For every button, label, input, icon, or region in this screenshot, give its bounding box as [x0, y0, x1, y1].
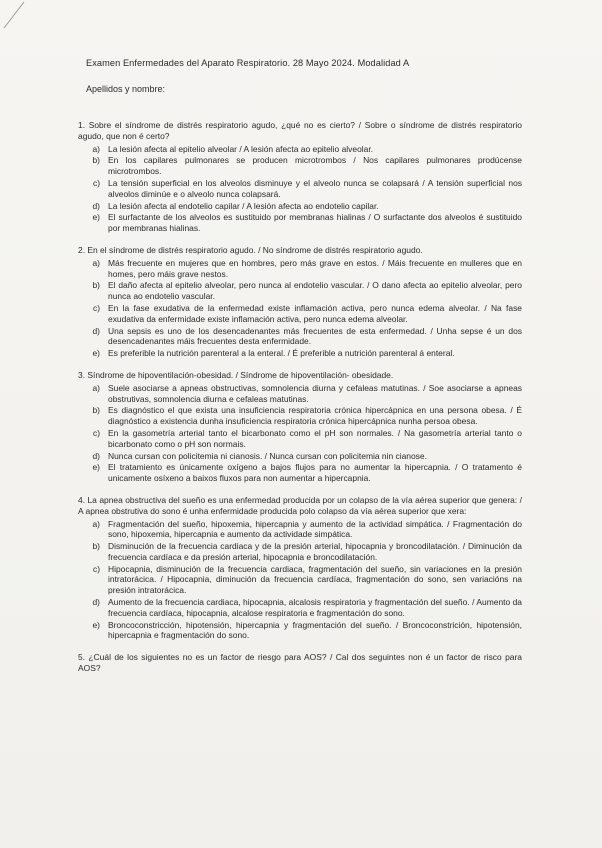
options-list	[78, 258, 522, 359]
option-b	[78, 155, 522, 177]
options-list	[78, 519, 522, 642]
option-text: El surfactante de los alveolos es sustituido por membranas hialinas / O surfactante dos alveolos é sustituido por membranas hialinas.	[108, 212, 522, 234]
question-4	[78, 495, 522, 641]
option-text: Más frecuente en mujeres que en hombres, pero más grave en estos. / Máis frecuente en mulleres que en homes, pero máis grave nestos.	[108, 257, 522, 279]
option-letter: e)	[92, 212, 100, 223]
name-field-label: Apellidos y nombre:	[86, 84, 166, 94]
option-letter: d)	[92, 325, 100, 336]
option-text: La tensión superficial en los alveolos disminuye y el alveolo nunca se colapsará / A tensión superficial nos alveolos diminúe e o alveolo nunca colapsará.	[108, 177, 522, 199]
option-a	[78, 258, 522, 280]
option-letter: d)	[92, 200, 100, 211]
option-letter: e)	[92, 348, 100, 359]
option-text: Nunca cursan con policitemia ni cianosis. / Nunca cursan con policitemia nin cianose.	[108, 450, 427, 461]
option-d	[78, 326, 522, 348]
question-1	[78, 120, 522, 234]
exam-title: Examen Enfermedades del Aparato Respiratorio. 28 Mayo 2024. Modalidad A	[86, 58, 410, 68]
option-letter: d)	[92, 450, 100, 461]
option-letter: e)	[92, 462, 100, 473]
question-3	[78, 370, 522, 484]
option-c	[78, 303, 522, 325]
question-text: 1. Sobre el síndrome de distrés respiratorio agudo, ¿qué no es cierto? / Sobre o síndrome de distrés respiratorio agudo, que non é certo?	[78, 120, 522, 141]
question-5	[78, 652, 522, 674]
option-letter: b)	[92, 541, 100, 552]
option-letter: a)	[92, 382, 100, 393]
option-text: En los capilares pulmonares se producen microtrombos / Nos capilares pulmonares prodúcense microtrombos.	[108, 155, 522, 177]
option-letter: a)	[92, 518, 100, 529]
option-text: El tratamiento es únicamente oxígeno a bajos flujos para no aumentar la hipercapnia. / O tratamento é unicamente osíxeno a baixos fluxos para non aumentar a hipercapnia.	[108, 462, 522, 484]
option-e	[78, 620, 522, 642]
option-letter: c)	[92, 563, 100, 574]
option-text: Fragmentación del sueño, hipoxemia, hipercapnia y aumento de la actividad simpática. / Fragmentación do sono, hipoxemia, hipercapnia e aumento da actividade simpática.	[108, 518, 522, 540]
option-letter: c)	[92, 302, 100, 313]
option-text: Es preferible la nutrición parenteral a la enteral. / É preferible a nutrición parenteral á enteral.	[108, 348, 455, 359]
options-list	[78, 144, 522, 234]
option-letter: d)	[92, 597, 100, 608]
question-2	[78, 245, 522, 359]
question-text: 3. Síndrome de hipoventilación-obesidad. / Síndrome de hipoventilación- obesidade.	[78, 369, 394, 380]
option-a	[78, 144, 522, 155]
option-d	[78, 451, 522, 462]
option-letter: c)	[92, 427, 100, 438]
option-letter: c)	[92, 177, 100, 188]
option-text: Es diagnóstico el que exista una insuficiencia respiratoria crónica hipercápnica en una persona obesa. / É diagnóstico a existencia dunha insuficiencia respiratoria crónica hipercápnica nunha persoa obesa.	[108, 405, 522, 427]
option-d	[78, 201, 522, 212]
option-text: Aumento de la frecuencia cardiaca, hipocapnia, alcalosis respiratoria y fragmentación del sueño. / Aumento da frecuencia cardíaca, hipocapnia, alcalose respiratoria e fragmentación do sono.	[108, 597, 522, 618]
corner-fold-mark	[0, 0, 40, 30]
question-text: 5. ¿Cuál de los siguientes no es un factor de riesgo para AOS? / Cal dos seguintes non é un factor de risco para AOS?	[78, 652, 522, 674]
option-text: En la gasometría arterial tanto el bicarbonato como el pH son normales. / Na gasometría arterial tanto o bicarbonato como o pH son normais.	[108, 427, 522, 449]
option-text: Disminución de la frecuencia cardiaca y de la presión arterial, hipocapnia y broncodilatación. / Diminución da frecuencia cardíaca e da presión arterial, hipocapnia e broncodilatación.	[108, 541, 522, 562]
option-letter: a)	[92, 257, 100, 268]
option-text: Hipocapnia, disminución de la frecuencia cardiaca, fragmentación del sueño, sin variaciones en la presión intratorácica. / Hipocapnia, diminución da frecuencia cardíaca, fragmentación do sono, sen variacións na presión intratorácica.	[108, 563, 522, 596]
option-letter: b)	[92, 155, 100, 166]
option-c	[78, 564, 522, 596]
option-text: La lesión afecta al epitelio alveolar / A lesión afecta ao epitelio alveolar.	[108, 143, 374, 154]
questions-list	[78, 120, 522, 685]
option-letter: a)	[92, 143, 100, 154]
option-text: Broncoconstricción, hipotensión, hipercapnia y fragmentación del sueño. / Broncoconstrición, hipotensión, hipercapnia e fragmentación do sono.	[108, 619, 522, 641]
option-text: En la fase exudativa de la enfermedad existe inflamación activa, pero nunca edema alveolar. / Na fase exudativa da enfermidade existe inflamación activa, pero nunca edema alveolar.	[108, 302, 522, 324]
options-list	[78, 383, 522, 484]
question-text: 4. La apnea obstructiva del sueño es una enfermedad producida por un colapso de la vía aérea superior que genera: / A apnea obstrutiva do sono é unha enfermidade producida polo colapso da vía aérea superior que xera:	[78, 494, 522, 516]
question-text: 2. En el síndrome de distrés respiratorio agudo. / No síndrome de distrés respiratorio agudo.	[78, 244, 423, 255]
option-letter: b)	[92, 280, 100, 291]
option-e	[78, 348, 522, 359]
option-a	[78, 383, 522, 405]
option-b	[78, 541, 522, 563]
option-c	[78, 178, 522, 200]
option-b	[78, 280, 522, 302]
option-text: Una sepsis es uno de los desencadenantes más frecuentes de esta enfermedad. / Unha sepse é un dos desencadenantes máis frecuentes desta enfermidade.	[108, 325, 522, 347]
option-c	[78, 428, 522, 450]
option-e	[78, 212, 522, 234]
option-text: Suele asociarse a apneas obstructivas, somnolencia diurna y cefaleas matutinas. / Soe asociarse a apneas obstrutivas, somnolencia diurna e cefaleas matutinas.	[108, 382, 522, 404]
option-d	[78, 597, 522, 619]
option-text: El daño afecta al epitelio alveolar, pero nunca al endotelio vascular. / O dano afecta ao epitelio alveolar, pero nunca ao endotelio vascular.	[108, 280, 522, 302]
option-text: La lesión afecta al endotelio capilar / A lesión afecta ao endotelio capilar.	[108, 200, 379, 211]
option-letter: e)	[92, 619, 100, 630]
option-a	[78, 519, 522, 541]
option-letter: b)	[92, 405, 100, 416]
option-b	[78, 405, 522, 427]
option-e	[78, 462, 522, 484]
